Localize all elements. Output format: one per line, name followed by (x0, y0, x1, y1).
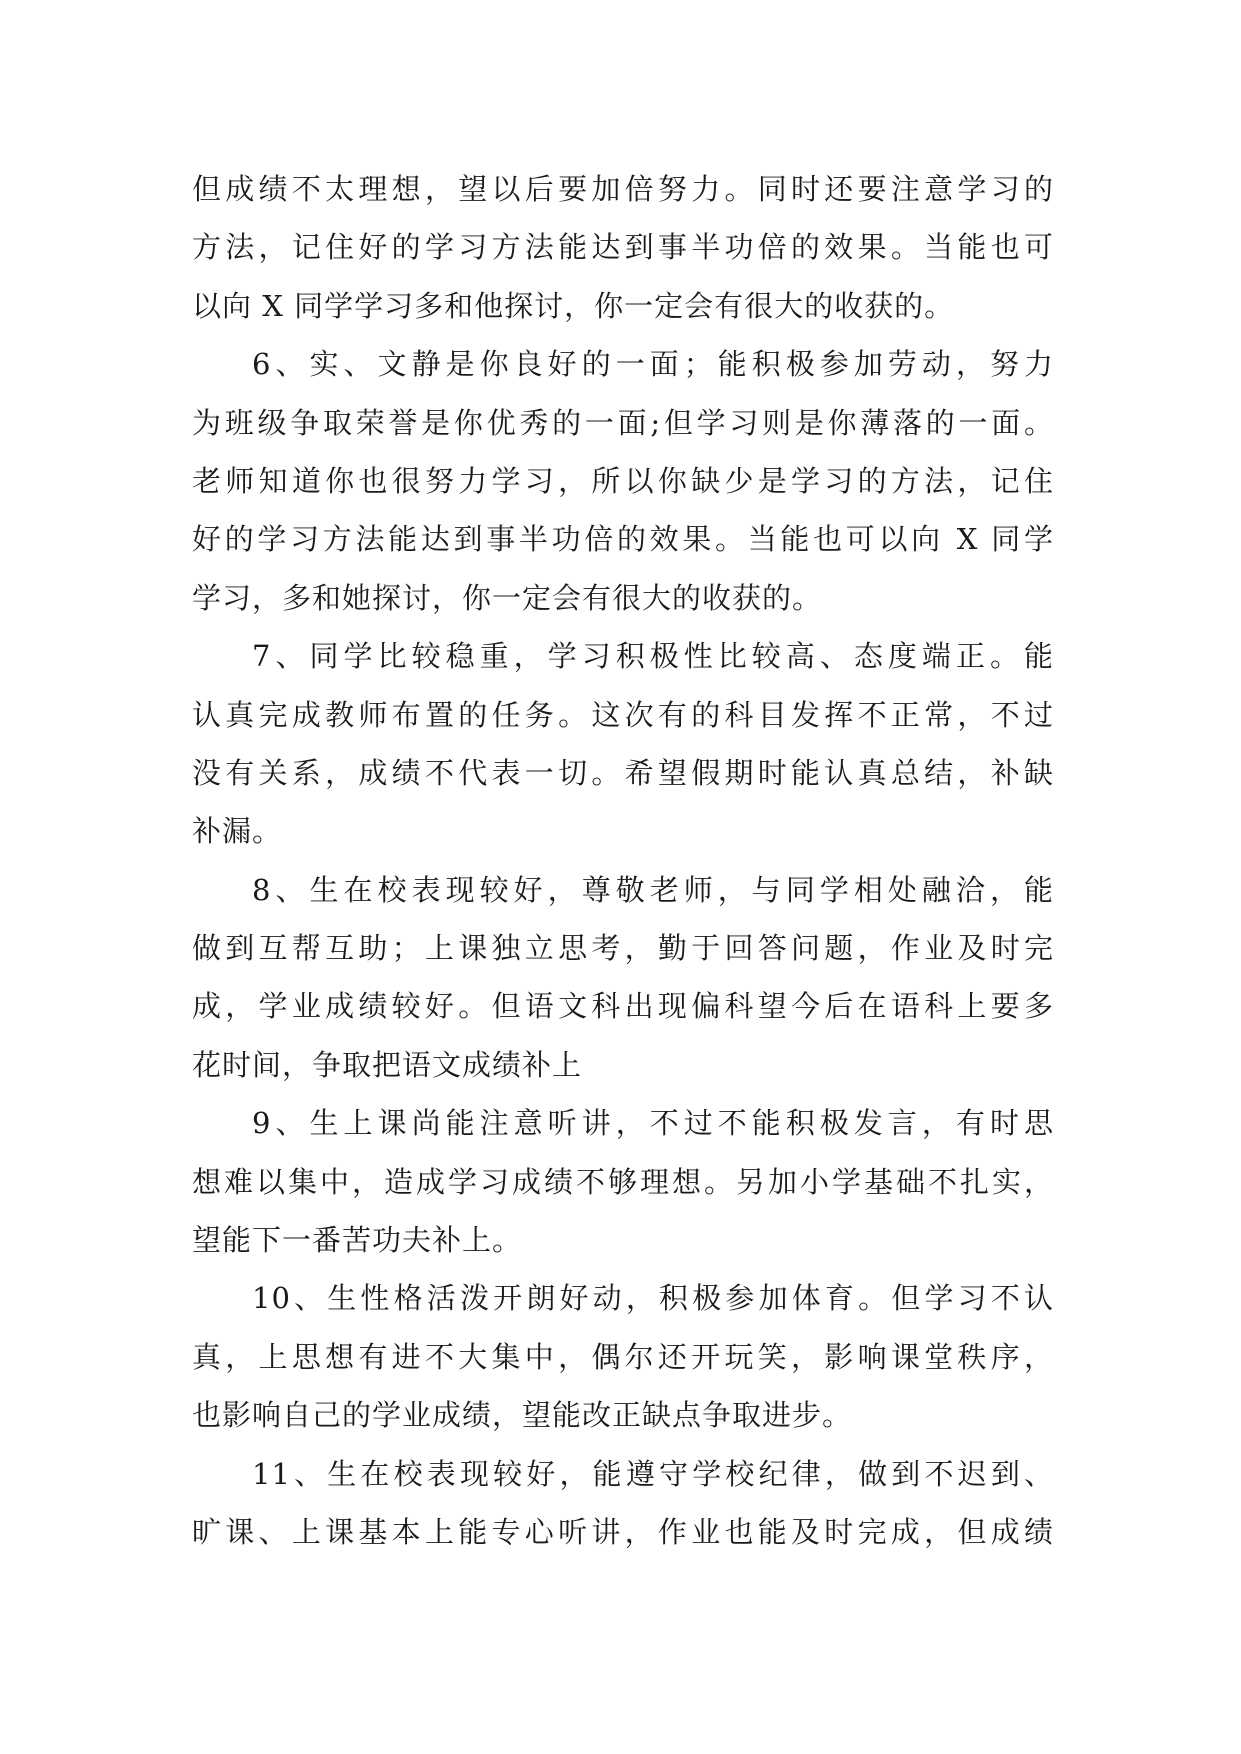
text-line: 补漏。 (192, 814, 283, 849)
text-line: 8、生在校表现较好，尊敬老师，与同学相处融洽，能 (252, 872, 1054, 907)
text-line: 花时间，争取把语文成绩补上 (192, 1047, 583, 1082)
paragraph (192, 861, 1054, 1095)
text-line: 11、生在校表现较好，能遵守学校纪律，做到不迟到、 (252, 1456, 1054, 1491)
text-line: 老师知道你也很努力学习，所以你缺少是学习的方法，记住 (192, 463, 1054, 498)
text-line: 旷课、上课基本上能专心听讲，作业也能及时完成，但成绩 (192, 1514, 1054, 1549)
text-line: 为班级争取荣誉是你优秀的一面;但学习则是你薄落的一面。 (192, 405, 1054, 440)
text-line: 真，上思想有进不大集中，偶尔还开玩笑，影响课堂秩序， (192, 1339, 1054, 1374)
text-line: 想难以集中，造成学习成绩不够理想。另加小学基础不扎实， (192, 1164, 1054, 1199)
paragraph (192, 627, 1054, 861)
paragraph (192, 335, 1054, 627)
text-line: 6、实、文静是你良好的一面；能积极参加劳动，努力 (252, 347, 1054, 382)
text-line: 做到互帮互助；上课独立思考，勤于回答问题，作业及时完 (192, 931, 1054, 966)
text-line: 好的学习方法能达到事半功倍的效果。当能也可以向 X 同学 (192, 522, 1054, 557)
text-line: 望能下一番苦功夫补上。 (192, 1223, 523, 1258)
paragraph (192, 1269, 1054, 1444)
paragraph (192, 160, 1054, 335)
text-line: 方法，记住好的学习方法能达到事半功倍的效果。当能也可 (192, 230, 1054, 265)
text-line: 没有关系，成绩不代表一切。希望假期时能认真总结，补缺 (192, 755, 1054, 790)
text-line: 10、生性格活泼开朗好动，积极参加体育。但学习不认 (252, 1281, 1054, 1316)
text-line: 学习，多和她探讨，你一定会有很大的收获的。 (192, 580, 823, 615)
text-line: 认真完成教师布置的任务。这次有的科目发挥不正常，不过 (192, 697, 1054, 732)
text-line: 以向 X 同学学习多和他探讨，你一定会有很大的收获的。 (192, 288, 955, 323)
text-line: 但成绩不太理想，望以后要加倍努力。同时还要注意学习的 (192, 172, 1054, 206)
text-line: 成，学业成绩较好。但语文科出现偏科望今后在语科上要多 (192, 989, 1054, 1024)
document-body (192, 160, 1054, 1561)
text-line: 也影响自己的学业成绩，望能改正缺点争取进步。 (192, 1398, 853, 1433)
paragraph (192, 1445, 1054, 1562)
paragraph (192, 1094, 1054, 1269)
text-line: 9、生上课尚能注意听讲，不过不能积极发言，有时思 (252, 1106, 1054, 1141)
text-line: 7、同学比较稳重，学习积极性比较高、态度端正。能 (252, 639, 1054, 674)
